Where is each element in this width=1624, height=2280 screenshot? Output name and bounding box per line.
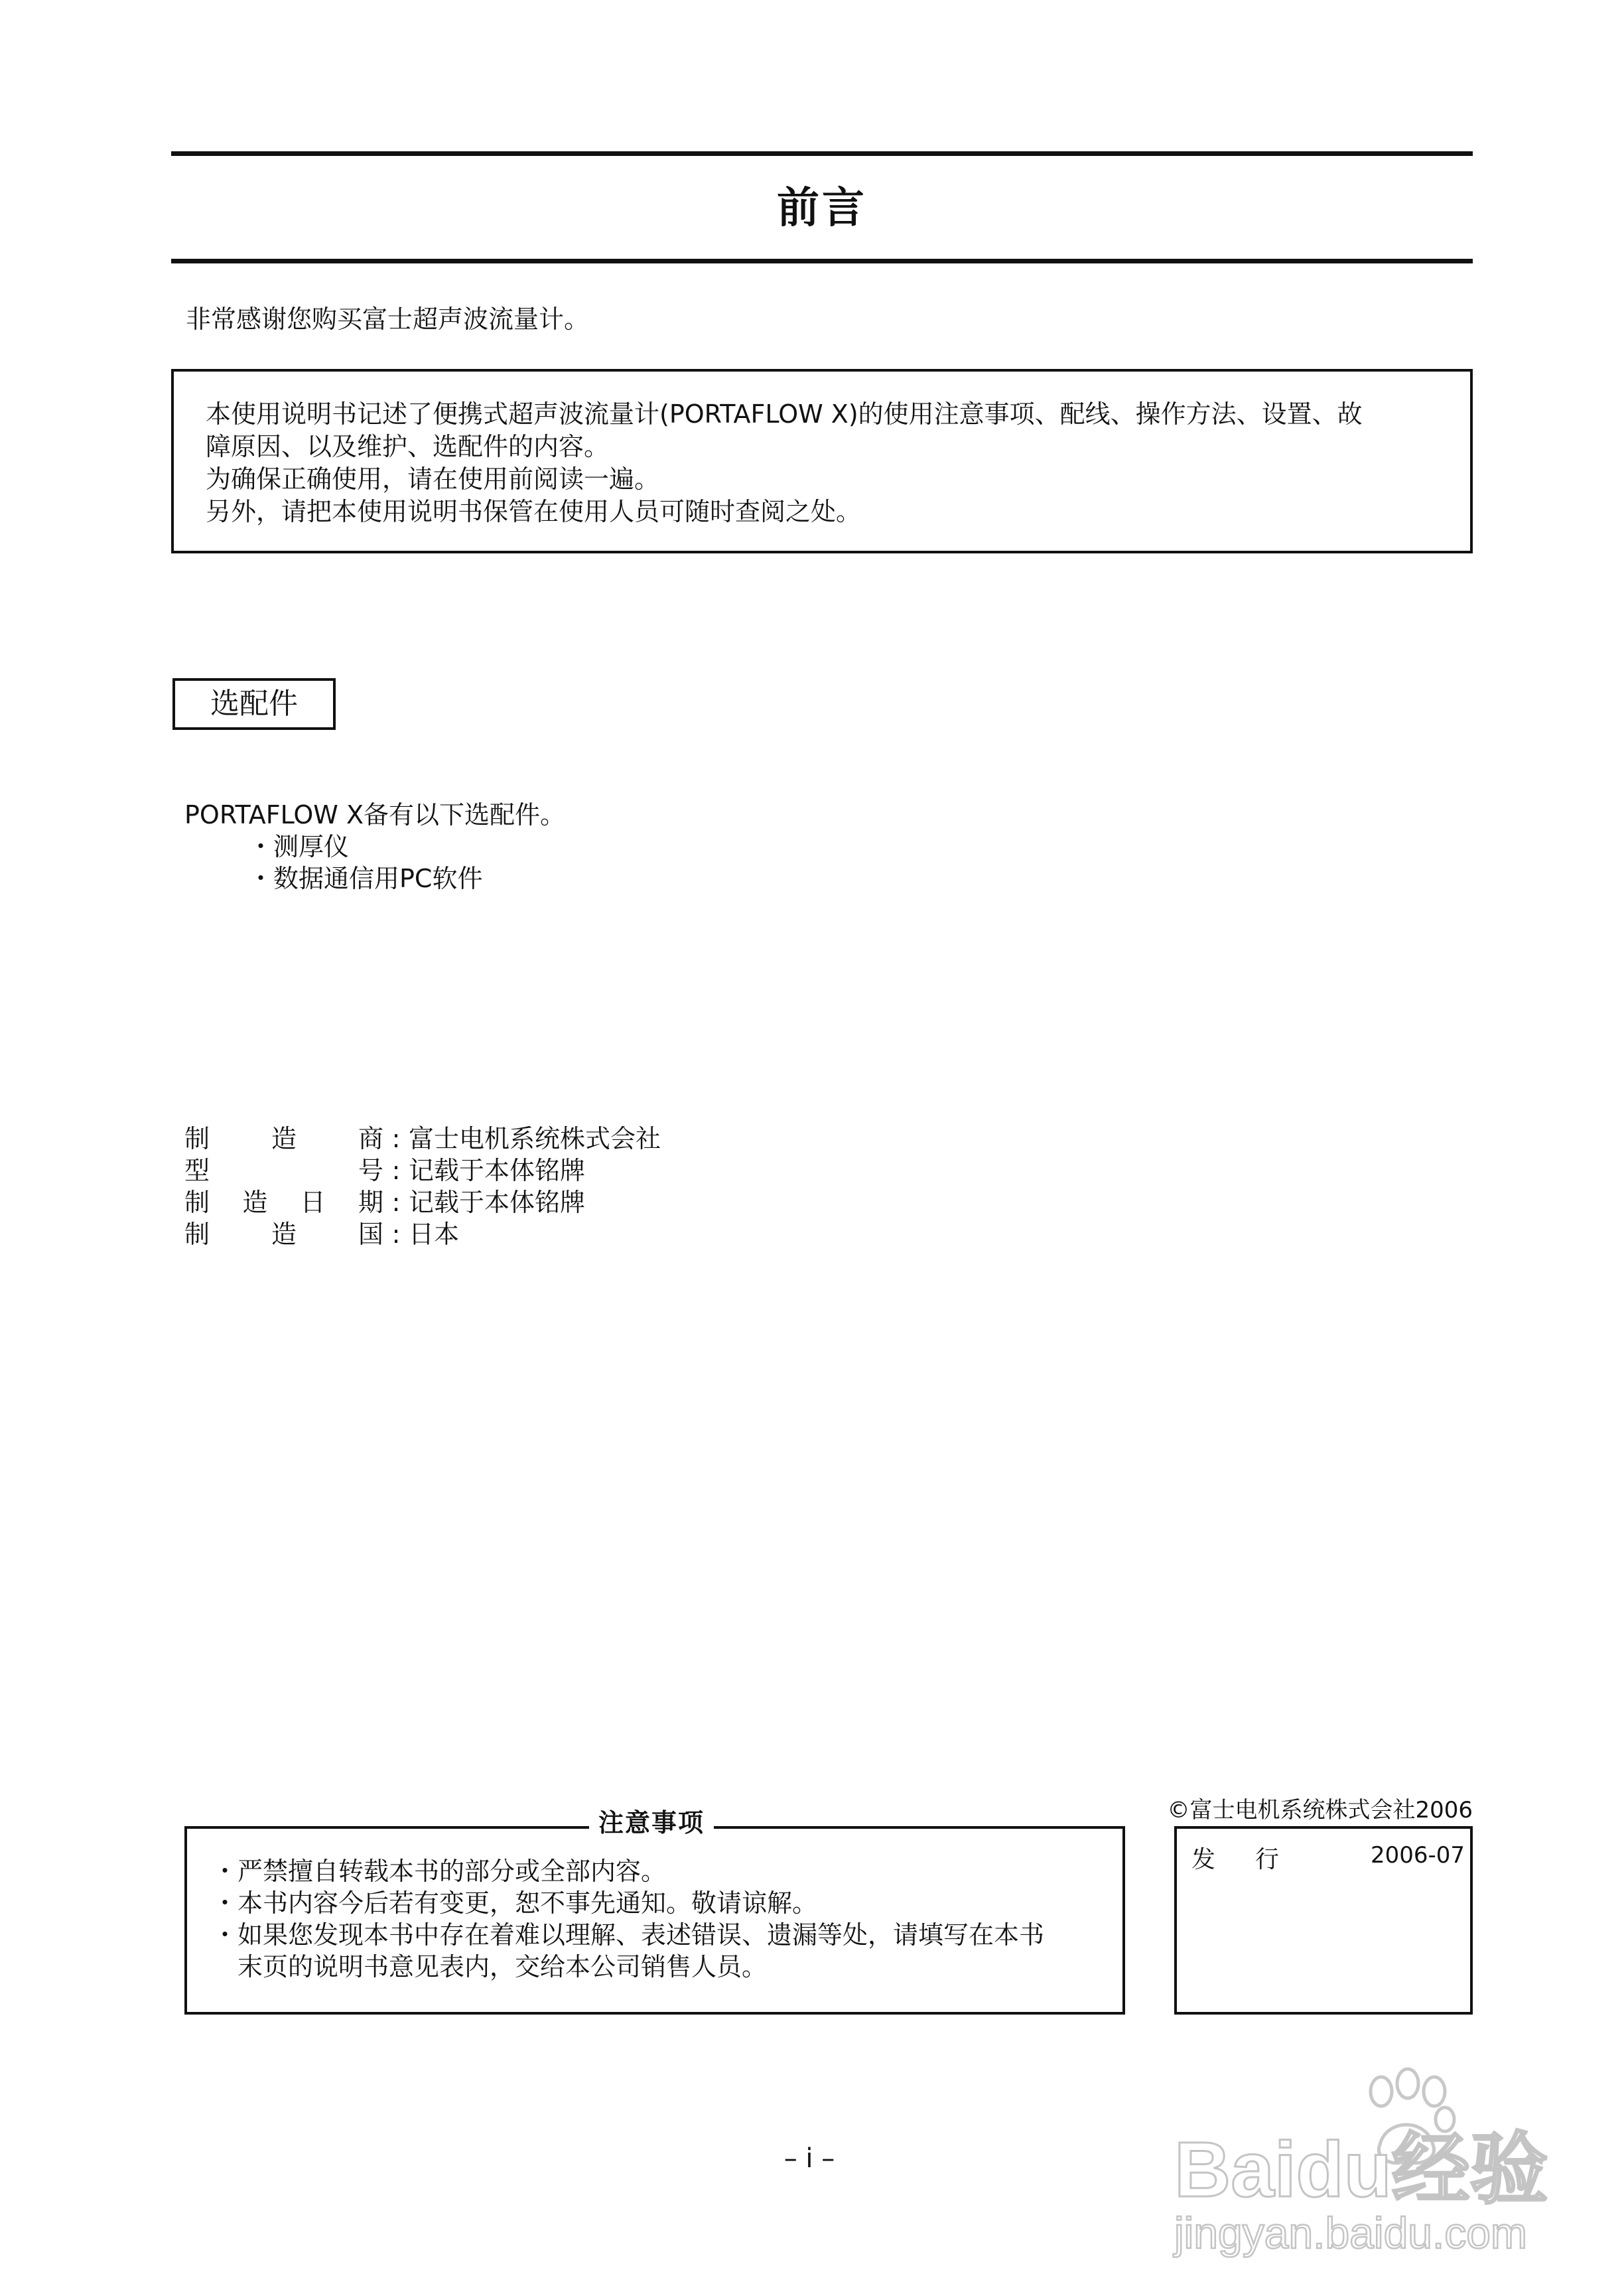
title-top-rule — [171, 151, 1473, 156]
notice-title: 注意事项 — [589, 1802, 714, 1843]
issue-label: 发行 — [1191, 1846, 1320, 1873]
watermark-brand: Baidu经验 — [1174, 2126, 1548, 2214]
intro-box — [171, 369, 1473, 553]
country-label: 制造国 — [184, 1220, 383, 1249]
issue-date: 2006-07 — [1371, 1842, 1465, 1869]
notice-line: ・本书内容今后若有变更，恕不事先通知。敬请谅解。 — [212, 1888, 818, 1918]
page-title: 前言 — [777, 184, 867, 233]
baidu-watermark-logo — [1148, 2045, 1612, 2264]
manufacture-date-label: 制造日期 — [184, 1188, 383, 1217]
notice-line: 末页的说明书意见表内，交给本公司销售人员。 — [212, 1952, 768, 1981]
options-section-label: 选配件 — [172, 678, 336, 730]
options-list — [248, 831, 482, 894]
title-bottom-rule — [171, 259, 1473, 263]
notice-line: ・严禁擅自转载本书的部分或全部内容。 — [212, 1857, 667, 1886]
model-row — [184, 1155, 661, 1186]
manufacture-date-value: 记载于本体铭牌 — [409, 1188, 586, 1217]
notice-body — [212, 1855, 1044, 1983]
colon: : — [391, 1124, 401, 1153]
manufacturer-row — [184, 1123, 661, 1155]
list-item: ・数据通信用PC软件 — [248, 864, 483, 893]
colon: : — [391, 1188, 401, 1217]
intro-line: 为确保正确使用，请在使用前阅读一遍。 — [206, 464, 660, 494]
page-number: – i – — [783, 2143, 835, 2174]
colon: : — [391, 1220, 401, 1249]
watermark-url: jingyan.baidu.com — [1174, 2208, 1527, 2257]
list-item: ・测厚仪 — [248, 832, 350, 861]
notice-line: ・如果您发现本书中存在着难以理解、表述错误、遗漏等处，请填写在本书 — [212, 1920, 1045, 1950]
manufacturer-value: 富士电机系统株式会社 — [409, 1124, 661, 1153]
intro-line: 障原因、以及维护、选配件的内容。 — [206, 432, 610, 461]
thanks-text: 非常感谢您购买富士超声波流量计。 — [186, 305, 590, 334]
intro-line: 本使用说明书记述了便携式超声波流量计(PORTAFLOW X)的使用注意事项、配线、操作方法、设置、故 — [206, 399, 1363, 429]
model-label: 型号 — [184, 1156, 383, 1185]
copyright-text: ©富士电机系统株式会社2006 — [1167, 1797, 1473, 1823]
colon: : — [391, 1156, 401, 1185]
options-intro: PORTAFLOW X备有以下选配件。 — [184, 800, 565, 829]
manufacturer-label: 制造商 — [184, 1124, 383, 1153]
manufacturer-info — [184, 1123, 661, 1250]
manufacture-date-row — [184, 1186, 661, 1218]
country-value: 日本 — [409, 1220, 460, 1249]
country-row — [184, 1218, 661, 1250]
model-value: 记载于本体铭牌 — [409, 1156, 586, 1185]
intro-line: 另外，请把本使用说明书保管在使用人员可随时查阅之处。 — [206, 497, 862, 526]
